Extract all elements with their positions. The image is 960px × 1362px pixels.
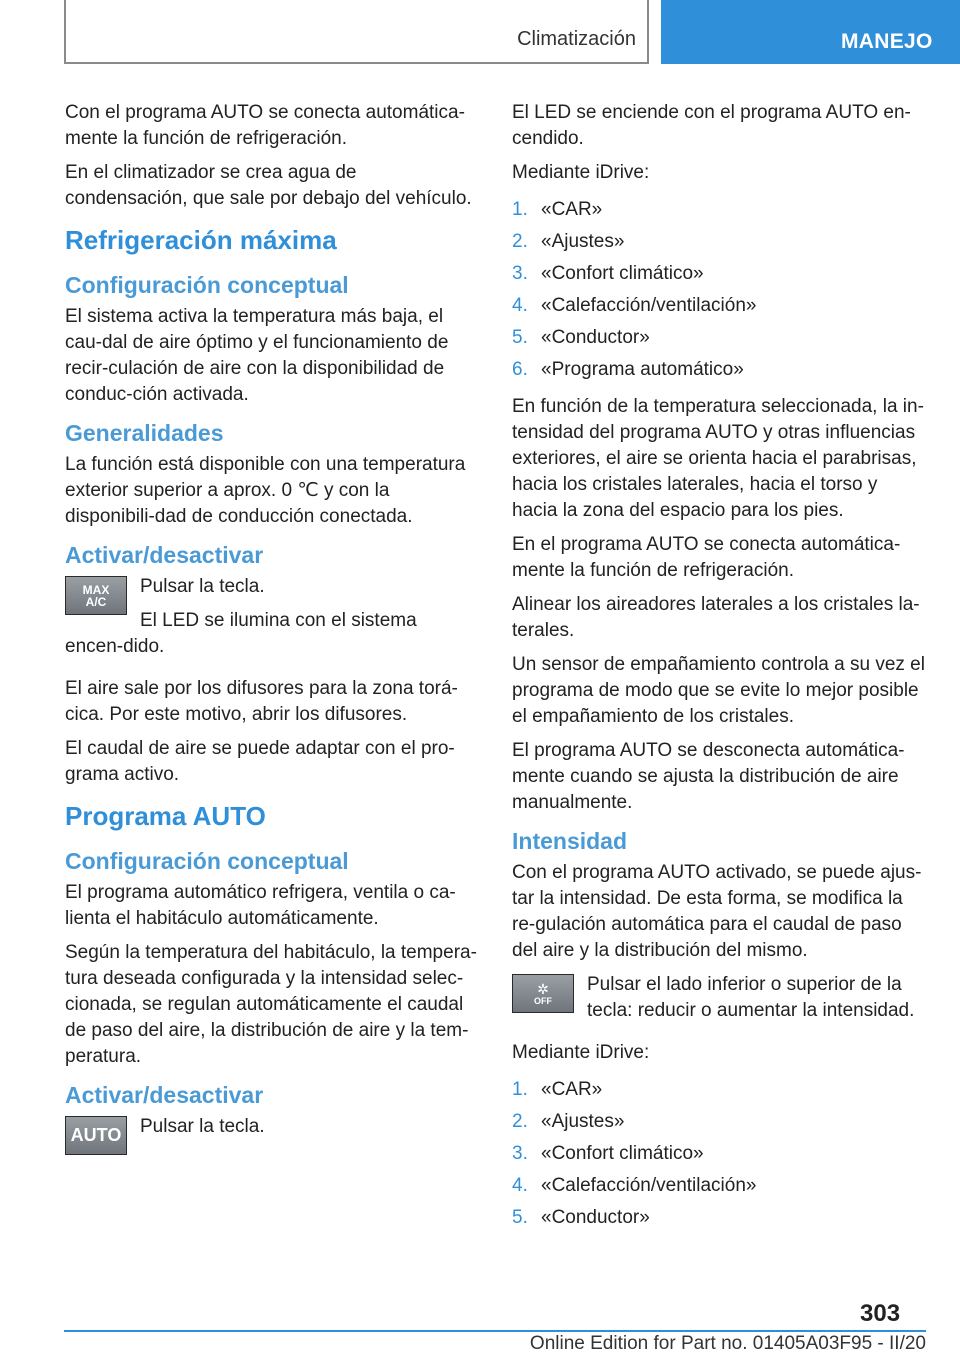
section-tab: MANEJO xyxy=(661,0,960,64)
chapter-title: Climatización xyxy=(517,28,636,50)
subheading-concept: Configuración conceptual xyxy=(65,272,349,298)
subheading-concept: Configuración conceptual xyxy=(65,848,349,874)
step-text: «Conductor» xyxy=(541,1207,650,1228)
step-number: 3. xyxy=(512,1143,528,1164)
paragraph: En el programa AUTO se conecta automática-mente la función de refrigeración. xyxy=(512,534,901,581)
step-number: 4. xyxy=(512,295,528,316)
list-item xyxy=(512,290,927,322)
subheading-activate: Activar/desactivar xyxy=(65,1082,264,1108)
step-number: 1. xyxy=(512,199,528,220)
paragraph: El programa automático refrigera, ventila o ca-lienta el habitáculo automáticamente. xyxy=(65,882,456,929)
off-label: OFF xyxy=(534,995,552,1006)
step-text: «CAR» xyxy=(541,199,603,220)
intensity-block xyxy=(512,972,927,1032)
paragraph: En función de la temperatura seleccionada, la in-tensidad del programa AUTO y otras influencias exteriores, el aire se orienta hacia el parabrisas, hacia los cristales laterales, hacia el torso y hacia la zona del espacio para los pies. xyxy=(512,396,924,521)
step-number: 5. xyxy=(512,1207,528,1228)
max-ac-key-line1: MAX xyxy=(82,582,110,597)
page-number: 303 xyxy=(860,1300,901,1327)
step-text: «Confort climático» xyxy=(541,263,704,284)
step-text: «CAR» xyxy=(541,1079,603,1100)
list-item xyxy=(512,1106,927,1138)
paragraph: Pulsar la tecla. xyxy=(140,1116,265,1137)
step-number: 5. xyxy=(512,327,528,348)
right-column xyxy=(512,100,927,1242)
paragraph: Alinear los aireadores laterales a los cristales la-terales. xyxy=(512,594,920,641)
step-number: 6. xyxy=(512,359,528,380)
step-text: «Calefacción/ventilación» xyxy=(541,1175,757,1196)
max-ac-block xyxy=(65,574,480,668)
subheading-intensity: Intensidad xyxy=(512,828,628,854)
paragraph: El sistema activa la temperatura más baja, el cau-dal de aire óptimo y el funcionamiento de recir-culación de aire con la disponibilidad de conduc-ción activada. xyxy=(65,306,449,405)
subheading-activate: Activar/desactivar xyxy=(65,542,264,568)
paragraph: El LED se ilumina con el sistema encen-dido. xyxy=(65,610,417,657)
subheading-general: Generalidades xyxy=(65,420,224,446)
step-number: 1. xyxy=(512,1079,528,1100)
fan-intensity-key-icon xyxy=(512,974,574,1013)
auto-key-icon: AUTO xyxy=(65,1116,127,1155)
paragraph: El aire sale por los difusores para la zona torá-cica. Por este motivo, abrir los difusores. xyxy=(65,678,458,725)
footer-edition: Online Edition for Part no. 01405A03F95 - II/20 xyxy=(529,1333,926,1354)
paragraph: El caudal de aire se puede adaptar con el pro-grama activo. xyxy=(65,738,455,785)
heading-max-cooling: Refrigeración máxima xyxy=(65,225,337,255)
list-item xyxy=(512,258,927,290)
step-number: 2. xyxy=(512,1111,528,1132)
list-item xyxy=(512,226,927,258)
list-item xyxy=(512,1170,927,1202)
max-ac-key-line2: A/C xyxy=(85,594,107,609)
step-number: 4. xyxy=(512,1175,528,1196)
list-item xyxy=(512,1138,927,1170)
list-item xyxy=(512,354,927,386)
left-column xyxy=(65,100,480,1167)
paragraph: Con el programa AUTO activado, se puede ajus-tar la intensidad. De esta forma, se modifica la re-gulación automática para el caudal de paso del aire y la distribución del mismo. xyxy=(512,862,922,961)
footer-divider xyxy=(64,1330,926,1332)
paragraph: El programa AUTO se desconecta automática-mente cuando se ajusta la distribución de aire manualmente. xyxy=(512,740,905,813)
step-text: «Calefacción/ventilación» xyxy=(541,295,757,316)
step-text: «Programa automático» xyxy=(541,359,744,380)
paragraph: En el climatizador se crea agua de condensación, que sale por debajo del vehículo. xyxy=(65,162,472,209)
paragraph: Con el programa AUTO se conecta automática-mente la función de refrigeración. xyxy=(65,102,465,149)
idrive-steps-list xyxy=(512,1074,927,1234)
step-number: 2. xyxy=(512,231,528,252)
step-text: «Confort climático» xyxy=(541,1143,704,1164)
paragraph: Un sensor de empañamiento controla a su vez el programa de modo que se evite lo mejor posible el empañamiento de los cristales. xyxy=(512,654,925,727)
list-item xyxy=(512,1074,927,1106)
paragraph: Pulsar el lado inferior o superior de la tecla: reducir o aumentar la intensidad. xyxy=(587,974,915,1021)
list-item xyxy=(512,1202,927,1234)
paragraph: El LED se enciende con el programa AUTO en-cendido. xyxy=(512,102,911,149)
heading-auto-program: Programa AUTO xyxy=(65,801,266,831)
paragraph: Pulsar la tecla. xyxy=(140,576,265,597)
paragraph: La función está disponible con una temperatura exterior superior a aprox. 0 ℃ y con la disponibili-dad de conducción conectada. xyxy=(65,454,466,527)
auto-block xyxy=(65,1114,480,1159)
max-ac-key-icon xyxy=(65,576,127,615)
paragraph: Mediante iDrive: xyxy=(512,162,650,183)
paragraph: Mediante iDrive: xyxy=(512,1042,650,1063)
list-item xyxy=(512,322,927,354)
step-text: «Ajustes» xyxy=(541,1111,625,1132)
step-text: «Ajustes» xyxy=(541,231,625,252)
step-text: «Conductor» xyxy=(541,327,650,348)
fan-icon: ✲ xyxy=(537,980,549,997)
step-number: 3. xyxy=(512,263,528,284)
idrive-steps-list xyxy=(512,194,927,386)
list-item xyxy=(512,194,927,226)
paragraph: Según la temperatura del habitáculo, la tempera-tura deseada configurada y la intensidad selec-cionada, se regulan automáticamente el caudal de paso del aire, la distribución de aire y la tem-peratura. xyxy=(65,942,477,1067)
